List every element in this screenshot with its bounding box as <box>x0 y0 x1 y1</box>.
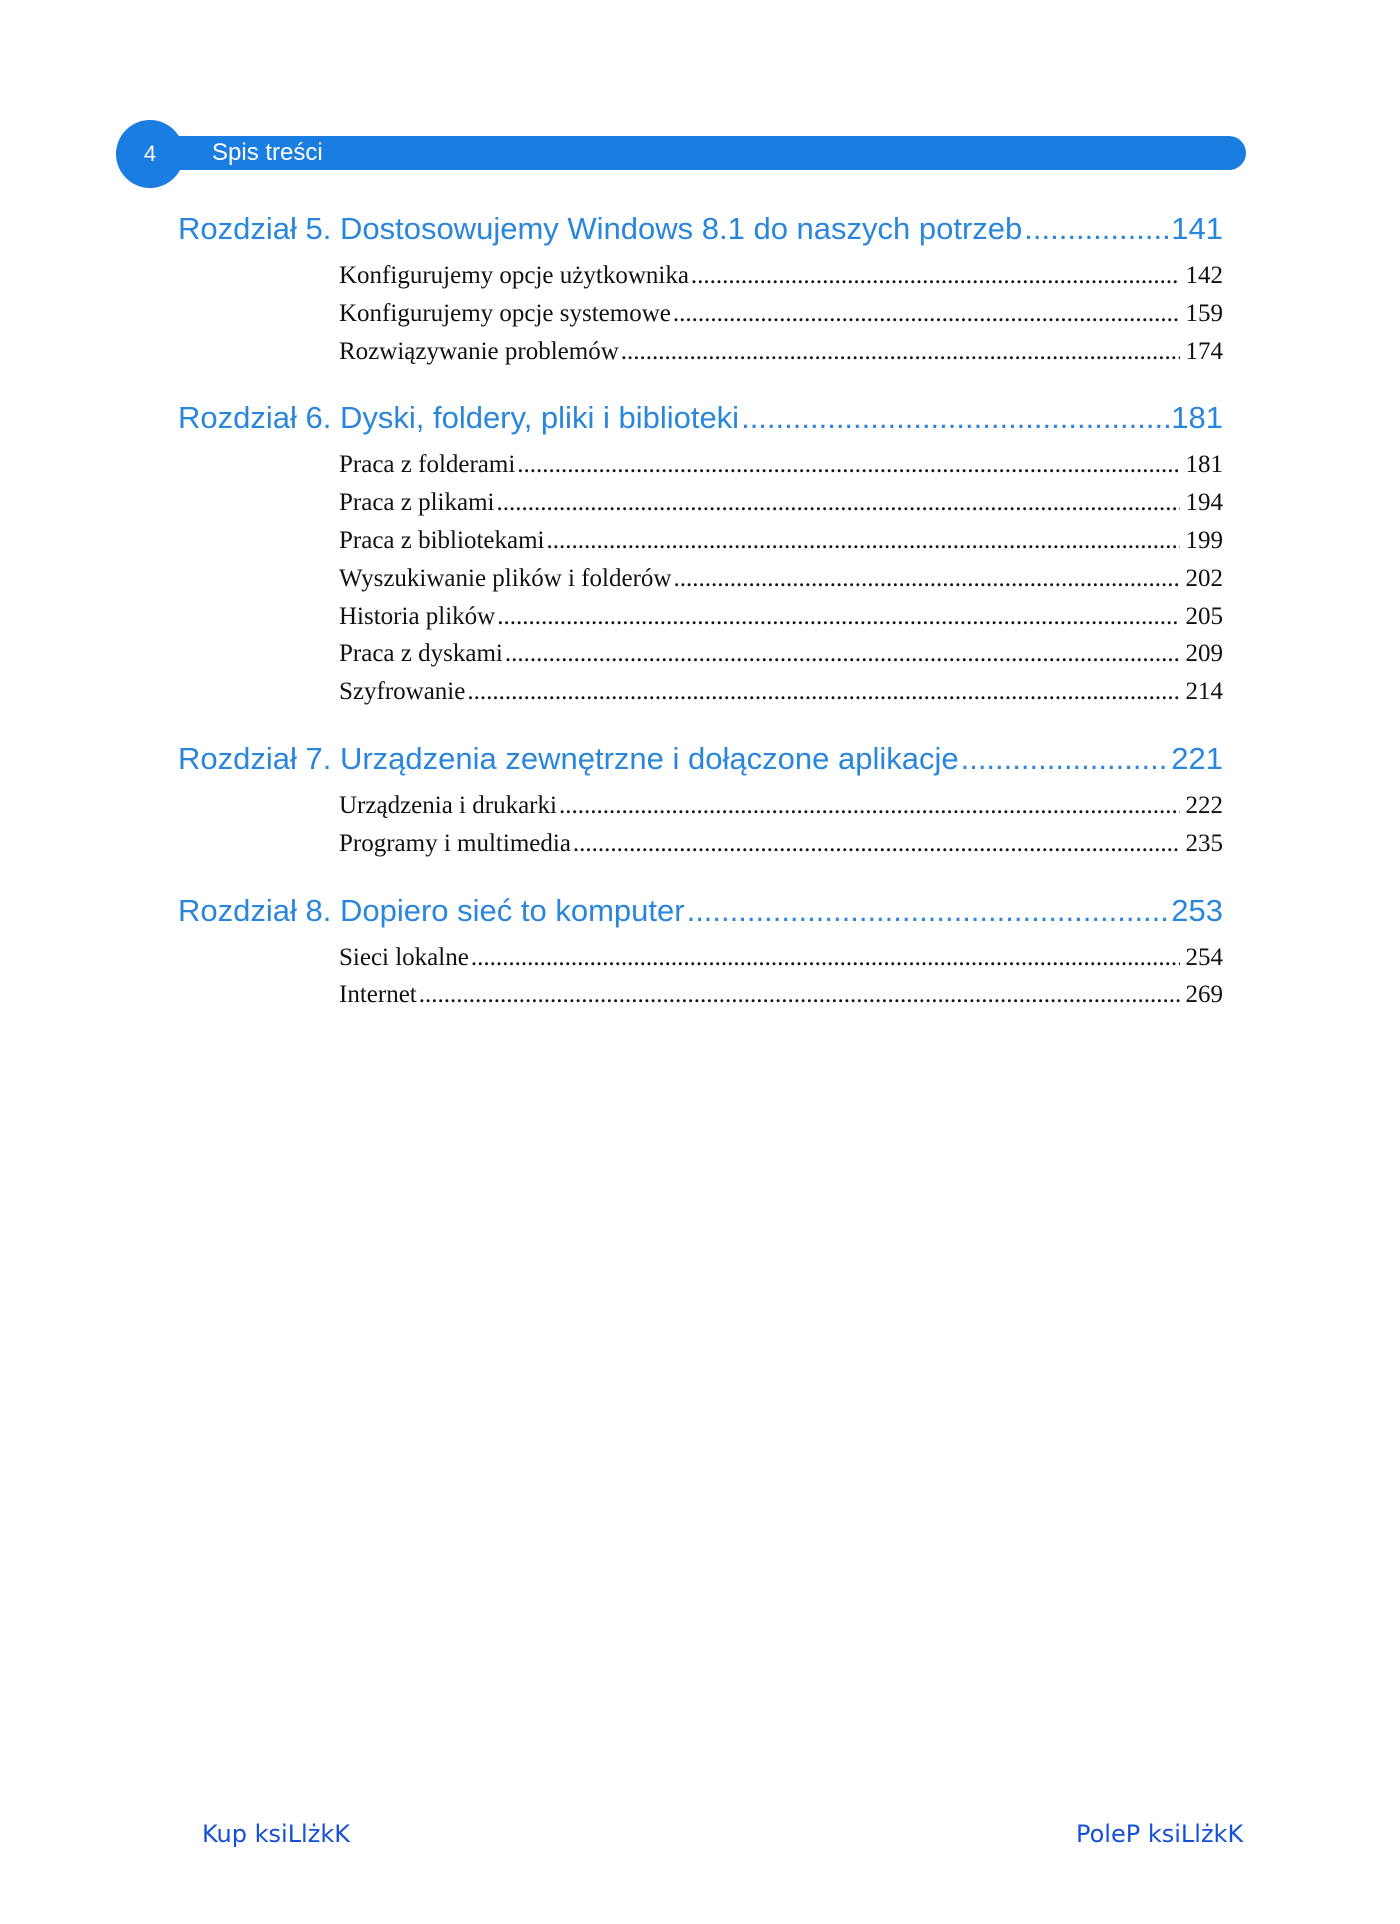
dot-leader <box>673 295 1180 333</box>
section-page-number: 159 <box>1185 299 1223 327</box>
table-of-contents <box>178 205 1223 1038</box>
section-entry[interactable] <box>339 257 1223 295</box>
section-page-number: 181 <box>1185 451 1223 479</box>
dot-leader <box>505 635 1180 673</box>
section-title: Praca z plikami <box>339 489 495 517</box>
chapter-block <box>178 887 1223 1015</box>
section-page-number: 142 <box>1185 262 1223 289</box>
section-entry[interactable] <box>339 825 1223 863</box>
section-entry[interactable] <box>339 976 1223 1014</box>
section-title: Rozwiązywanie problemów <box>339 337 619 365</box>
section-entry[interactable] <box>339 333 1223 371</box>
dot-leader <box>419 976 1180 1014</box>
dot-leader <box>673 560 1179 598</box>
chapter-page-number: 141 <box>1171 211 1223 246</box>
page-number-badge: 4 <box>116 120 184 188</box>
section-title: Sieci lokalne <box>339 943 469 971</box>
section-page-number: 199 <box>1185 526 1223 554</box>
section-entry[interactable] <box>339 446 1223 484</box>
dot-leader <box>573 825 1180 863</box>
chapter-entry[interactable] <box>178 887 1223 935</box>
dot-leader <box>497 598 1179 636</box>
chapter-title: Rozdział 8. Dopiero sieć to komputer <box>178 892 685 928</box>
section-entry[interactable] <box>339 598 1223 636</box>
section-page-number: 269 <box>1185 981 1223 1009</box>
section-title: Konfigurujemy opcje systemowe <box>339 299 671 327</box>
section-list <box>339 787 1223 863</box>
section-entry[interactable] <box>339 522 1223 560</box>
dot-leader <box>961 735 1170 783</box>
chapter-title: Rozdział 7. Urządzenia zewnętrzne i dołączone aplikacje <box>178 740 959 776</box>
dot-leader <box>517 446 1179 484</box>
section-entry[interactable] <box>339 635 1223 673</box>
section-title: Urządzenia i drukarki <box>339 791 557 819</box>
dot-leader <box>691 257 1180 295</box>
chapter-block <box>178 394 1223 711</box>
dot-leader <box>559 787 1180 825</box>
section-list <box>339 446 1223 711</box>
chapter-entry[interactable] <box>178 394 1223 442</box>
section-title: Praca z dyskami <box>339 640 503 668</box>
section-entry[interactable] <box>339 295 1223 333</box>
section-page-number: 254 <box>1185 943 1223 971</box>
section-title: Praca z bibliotekami <box>339 526 545 554</box>
section-entry[interactable] <box>339 484 1223 522</box>
section-title: Praca z folderami <box>339 451 516 479</box>
dot-leader <box>741 394 1169 442</box>
dot-leader <box>621 333 1180 371</box>
section-page-number: 174 <box>1185 337 1223 365</box>
chapter-page-number: 221 <box>1171 740 1223 776</box>
section-page-number: 205 <box>1185 602 1223 630</box>
section-entry[interactable] <box>339 673 1223 711</box>
section-title: Konfigurujemy opcje użytkownika <box>339 262 689 289</box>
section-page-number: 209 <box>1185 640 1223 668</box>
chapter-title: Rozdział 5. Dostosowujemy Windows 8.1 do naszych potrzeb <box>178 211 1023 246</box>
chapter-title: Rozdział 6. Dyski, foldery, pliki i biblioteki <box>178 400 740 436</box>
section-page-number: 235 <box>1185 829 1223 857</box>
section-title: Internet <box>339 981 417 1009</box>
section-entry[interactable] <box>339 787 1223 825</box>
section-page-number: 202 <box>1185 564 1223 592</box>
section-title: Szyfrowanie <box>339 678 466 706</box>
section-title: Programy i multimedia <box>339 829 571 857</box>
dot-leader <box>497 484 1180 522</box>
section-entry[interactable] <box>339 939 1223 977</box>
dot-leader <box>467 673 1179 711</box>
dot-leader <box>546 522 1179 560</box>
section-list <box>339 939 1223 1015</box>
section-title: Historia plików <box>339 602 496 630</box>
chapter-block <box>178 735 1223 863</box>
section-page-number: 194 <box>1185 489 1223 517</box>
section-entry[interactable] <box>339 560 1223 598</box>
header-title: Spis treści <box>212 139 323 166</box>
chapter-page-number: 181 <box>1171 400 1223 436</box>
recommend-book-link[interactable]: PoleP ksiLlżkK <box>1076 1820 1244 1848</box>
chapter-entry[interactable] <box>178 205 1223 253</box>
section-list <box>339 257 1223 370</box>
section-page-number: 222 <box>1185 791 1223 819</box>
dot-leader <box>687 887 1170 935</box>
chapter-page-number: 253 <box>1171 892 1223 928</box>
chapter-block <box>178 205 1223 370</box>
buy-book-link[interactable]: Kup ksiLlżkK <box>202 1820 350 1848</box>
section-page-number: 214 <box>1185 678 1223 706</box>
chapter-entry[interactable] <box>178 735 1223 783</box>
dot-leader <box>471 939 1180 977</box>
dot-leader <box>1024 205 1169 253</box>
section-title: Wyszukiwanie plików i folderów <box>339 564 672 592</box>
